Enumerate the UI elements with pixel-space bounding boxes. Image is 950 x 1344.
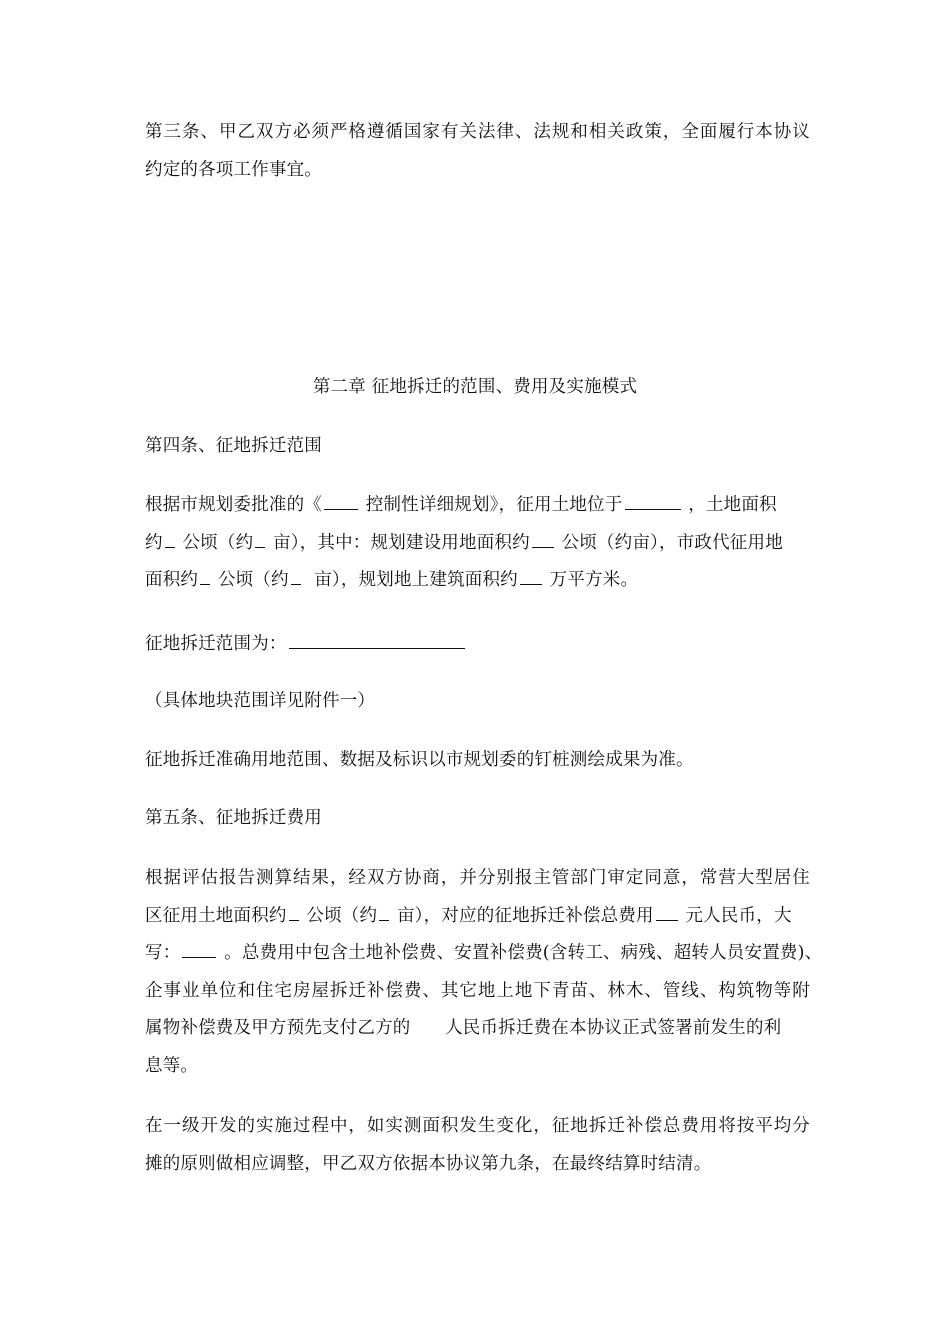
text-segment: 公顷（约 — [217, 570, 289, 590]
blank-plan-name — [324, 491, 358, 510]
article-3-line-1: 第三条、甲乙双方必须严格遵循国家有关法律、法规和相关政策，全面履行本协议 — [145, 122, 810, 142]
text-segment: 元人民币，大 — [685, 905, 792, 926]
annex-note: （具体地块范围详见附件一） — [145, 691, 376, 711]
standard-note: 征地拆迁准确用地范围、数据及标识以市规划委的钉桩测绘成果为准。 — [145, 750, 694, 770]
article-5-p1-line-4: 企事业单位和住宅房屋拆迁补偿费、其它地上地下青苗、林木、管线、构筑物等附 — [145, 980, 810, 1001]
blank-hectares — [165, 528, 175, 547]
scope-label: 征地拆迁范围为： — [145, 634, 287, 654]
text-segment: 属物补偿费及甲方预先支付乙方的 — [145, 1018, 411, 1038]
article-5-title-text: 第五条、征地拆迁费用 — [145, 808, 322, 828]
blank-building-area — [520, 566, 542, 585]
article-5-p1-line-2 — [145, 898, 810, 936]
article-4-p1-line-2 — [145, 525, 810, 563]
chapter-2-heading: 第二章 征地拆迁的范围、费用及实施模式 — [312, 377, 638, 397]
text-segment: 人民币拆迁费在本协议正式签署前发生的利 — [445, 1018, 782, 1038]
standard-note-paragraph — [145, 742, 810, 780]
article-5-title — [145, 800, 810, 838]
article-4-paragraph-1 — [145, 487, 810, 600]
text-segment: ，土地面积 — [688, 495, 777, 515]
text-segment: 区征用土地面积约 — [145, 905, 287, 926]
text-segment: 控制性详细规划》，征用土地位于 — [365, 495, 623, 515]
article-5-p1-line-1: 根据评估报告测算结果，经双方协商，并分别报主管部门审定同意，常营大型居住 — [145, 868, 810, 888]
scope-paragraph — [145, 626, 810, 664]
blank-construction-hectares — [532, 528, 554, 547]
article-5-p2-line-2: 摊的原则做相应调整，甲乙双方依据本协议第九条，在最终结算时结清。 — [145, 1153, 712, 1174]
article-3-paragraph — [145, 114, 810, 189]
article-5-p1-line-3 — [145, 935, 823, 973]
text-segment: 公顷（约亩），市政代征用地 — [561, 532, 783, 553]
text-segment: 亩），对应的征地拆迁补偿总费用 — [396, 905, 654, 926]
blank-area-hectares — [289, 901, 299, 920]
text-segment: 根据市规划委批准的《 — [145, 495, 322, 515]
scope-line — [145, 626, 810, 664]
text-segment: 。总费用中包含土地补偿费、安置补偿费(含转工、病残、超转人员安置费)、 — [224, 943, 823, 963]
article-4-title — [145, 428, 810, 466]
article-5-paragraph-1 — [145, 860, 823, 1085]
article-4-p1-line-1 — [145, 487, 810, 525]
text-segment: 亩），规划地上建筑面积约 — [314, 570, 518, 590]
text-segment: 约 — [145, 532, 163, 553]
blank-area-mu — [379, 901, 389, 920]
blank-municipal-hectares — [200, 566, 210, 585]
text-segment: 万平方米。 — [549, 570, 639, 590]
blank-mu — [255, 528, 265, 547]
blank-total-fee — [656, 901, 678, 920]
article-5-p1-line-6: 息等。 — [145, 1055, 199, 1076]
article-4-p1-line-3 — [145, 562, 810, 600]
text-segment: 面积约 — [145, 570, 199, 590]
blank-municipal-mu — [291, 566, 301, 585]
article-5-paragraph-2 — [145, 1108, 810, 1183]
article-4-title-text: 第四条、征地拆迁范围 — [145, 436, 322, 456]
article-5-p1-line-5 — [145, 1010, 810, 1048]
blank-scope — [289, 630, 465, 649]
text-segment: 亩），其中：规划建设用地面积约 — [273, 532, 530, 553]
article-5-p2-line-1: 在一级开发的实施过程中，如实测面积发生变化，征地拆迁补偿总费用将按平均分 — [145, 1116, 810, 1136]
text-segment: 写： — [145, 943, 181, 963]
annex-note-paragraph — [145, 683, 810, 721]
blank-land-location — [625, 491, 681, 510]
article-3-line-2: 约定的各项工作事宜。 — [145, 159, 322, 180]
blank-amount-in-words — [182, 939, 216, 958]
text-segment: 公顷（约 — [182, 532, 254, 553]
text-segment: 公顷（约 — [306, 905, 378, 926]
